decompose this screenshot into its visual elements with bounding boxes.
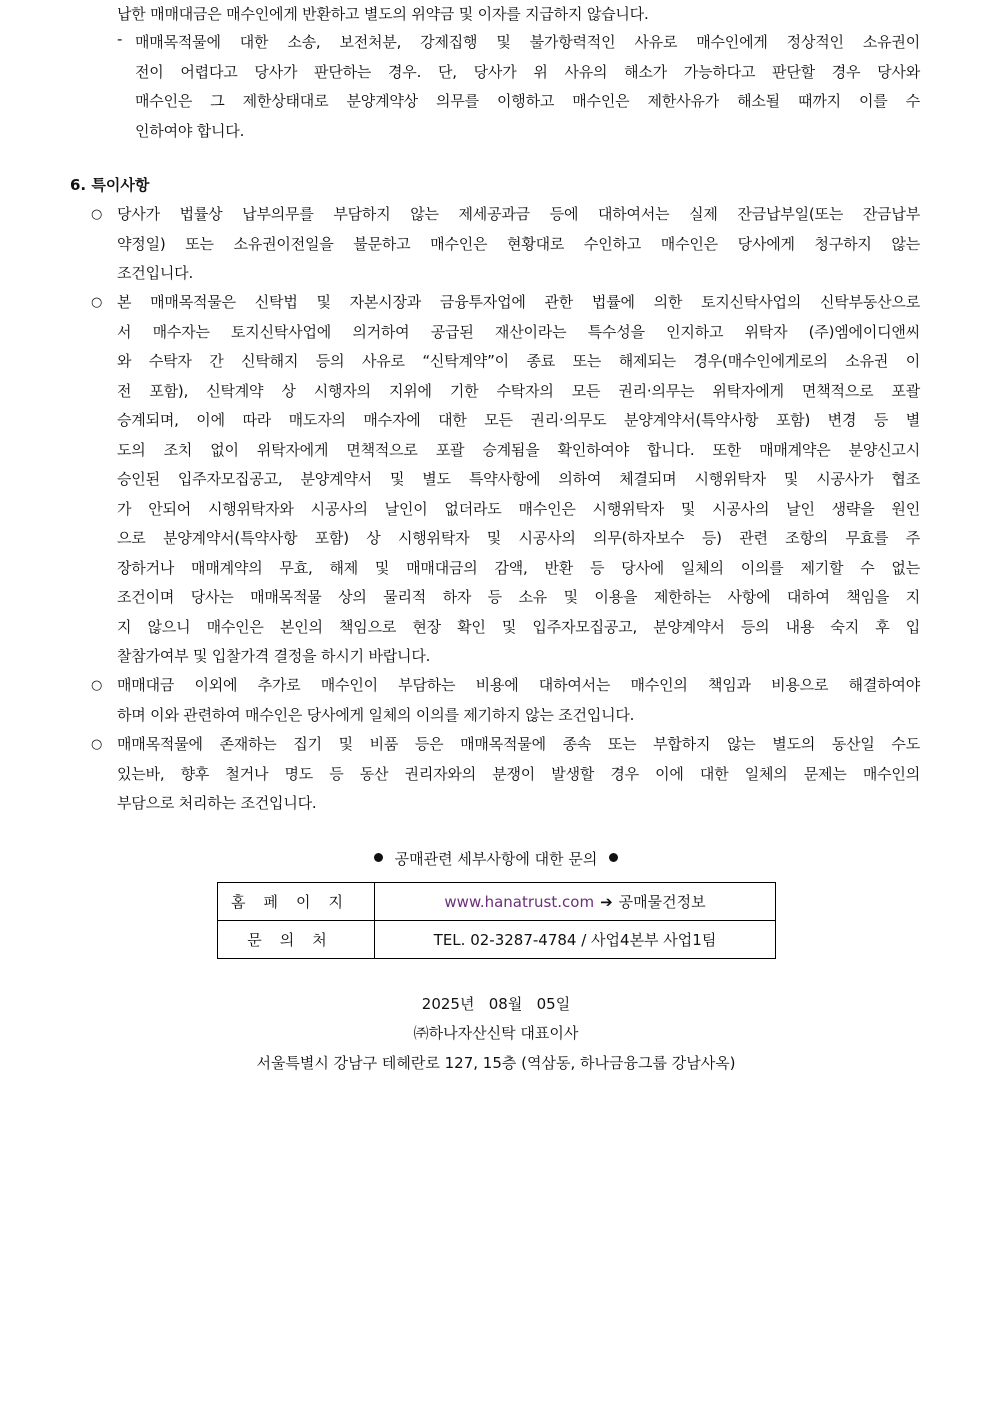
item-line: 전 포함), 신탁계약 상 시행자의 지위에 기한 수탁자의 모든 권리·의무는 위탁자에게 면책적으로 포괄 — [117, 381, 920, 400]
arrow-right-icon: ➔ — [600, 893, 613, 911]
inquiry-value: TEL. 02-3287-4784 / 사업4본부 사업1팀 — [375, 921, 776, 959]
table-row — [218, 921, 776, 959]
list-item — [117, 730, 920, 819]
item-line: 부담으로 처리하는 조건입니다. — [117, 794, 317, 812]
footer-address: 서울특별시 강남구 테헤란로 127, 15층 (역삼동, 하나금융그룹 강남사옥) — [256, 1054, 736, 1072]
item-line: 당사가 법률상 납부의무를 부담하지 않는 제세공과금 등에 대하여서는 실제 잔금납부일(또는 잔금납부 — [117, 205, 920, 223]
item-line: 찰참가여부 및 입찰가격 결정을 하시기 바랍니다. — [117, 647, 431, 665]
contact-table — [217, 882, 776, 959]
item-line: 지 않으니 매수인은 본인의 책임으로 현장 확인 및 입주자모집공고, 분양계약서 등의 내용 숙지 후 입 — [117, 617, 921, 636]
item-line: 본 매매목적물은 신탁법 및 자본시장과 금융투자업에 관한 법률에 의한 토지신탁사업의 신탁부동산으로 — [117, 293, 920, 311]
item-line: 매매대금 이외에 추가로 매수인이 부담하는 비용에 대하여서는 매수인의 책임과 비용으로 해결하여야 — [117, 676, 920, 694]
item-line: 약정일) 또는 소유권이전일을 불문하고 매수인은 현황대로 수인하고 매수인은 당사에게 청구하지 않는 — [117, 234, 920, 253]
item-line: 서 매수자는 토지신탁사업에 의거하여 공급된 재산이라는 특수성을 인지하고 위탁자 (주)엠에이디앤씨 — [117, 322, 920, 341]
item-line: 와 수탁자 간 신탁해지 등의 사유로 “신탁계약”이 종료 또는 해제되는 경우(매수인에게로의 소유권 이 — [117, 352, 920, 370]
list-item — [117, 288, 920, 672]
list-item — [117, 200, 920, 289]
item-line: 매매목적물에 존재하는 집기 및 비품 등은 매매목적물에 종속 또는 부합하지 않는 별도의 동산일 수도 — [117, 735, 920, 753]
filled-circle-icon — [609, 853, 618, 862]
homepage-cell — [375, 883, 776, 921]
item-line: 승인된 입주자모집공고, 분양계약서 및 별도 특약사항에 의하여 체결되며 시행위탁자 및 시공사가 협조 — [117, 470, 920, 488]
footer-company: ㈜하나자산신탁 대표이사 — [413, 1024, 579, 1042]
homepage-link-text[interactable]: 공매물건정보 — [618, 893, 706, 911]
section-heading: 6. 특이사항 — [70, 176, 150, 194]
dash-marker: - — [117, 30, 123, 48]
item-line: 장하거나 매매계약의 무효, 해제 및 매매대금의 감액, 반환 등 당사에 일체의 이의를 제기할 수 없는 — [117, 558, 920, 577]
continuation-line: 납한 매매대금은 매수인에게 반환하고 별도의 위약금 및 이자를 지급하지 않습니다. — [117, 5, 649, 23]
circle-outline-icon: ○ — [91, 678, 103, 693]
dash-line: 전이 어렵다고 당사가 판단하는 경우. 단, 당사가 위 사유의 해소가 가능하다고 판단할 경우 당사와 — [135, 62, 920, 81]
dash-line: 매매목적물에 대한 소송, 보전처분, 강제집행 및 불가항력적인 사유로 매수인에게 정상적인 소유권이 — [135, 33, 920, 51]
circle-outline-icon: ○ — [91, 737, 103, 752]
circle-outline-icon: ○ — [91, 295, 103, 310]
item-line: 도의 조치 없이 위탁자에게 면책적으로 포괄 승계됨을 확인하여야 합니다. 또한 매매계약은 분양신고시 — [117, 440, 920, 459]
item-line: 승계되며, 이에 따라 매도자의 매수자에 대한 모든 권리·의무도 분양계약서(특약사항 포함) 변경 등 별 — [117, 411, 920, 429]
item-line: 있는바, 향후 철거나 명도 등 동산 권리자와의 분쟁이 발생할 경우 이에 대한 일체의 문제는 매수인의 — [117, 764, 921, 783]
contact-title-text: 공매관련 세부사항에 대한 문의 — [394, 850, 598, 868]
item-line: 하며 이와 관련하여 매수인은 당사에게 일체의 이의를 제기하지 않는 조건입니다. — [117, 705, 635, 724]
list-item — [117, 671, 920, 730]
item-line: 조건이며 당사는 매매목적물 상의 물리적 하자 등 소유 및 이용을 제한하는 사항에 대하여 책임을 지 — [117, 588, 920, 606]
circle-outline-icon: ○ — [91, 207, 103, 222]
contact-title — [0, 848, 992, 869]
dash-line: 인하여야 합니다. — [135, 121, 245, 140]
homepage-link[interactable]: www.hanatrust.com — [444, 893, 595, 911]
inquiry-label: 문의처 — [218, 921, 375, 959]
filled-circle-icon — [374, 853, 383, 862]
table-row — [218, 883, 776, 921]
dash-item — [135, 28, 920, 146]
item-line: 가 안되어 시행위탁자와 시공사의 날인이 없더라도 매수인은 시행위탁자 및 시공사의 날인 생략을 원인 — [117, 499, 920, 518]
item-line: 조건입니다. — [117, 264, 194, 282]
footer-date: 2025년 08월 05일 — [421, 995, 571, 1013]
homepage-label: 홈페이지 — [218, 883, 375, 921]
dash-line: 매수인은 그 제한상태대로 분양계약상 의무를 이행하고 매수인은 제한사유가 해소될 때까지 이를 수 — [135, 92, 920, 110]
item-line: 으로 분양계약서(특약사항 포함) 상 시행위탁자 및 시공사의 의무(하자보수 등) 관련 조항의 무효를 주 — [117, 529, 920, 547]
